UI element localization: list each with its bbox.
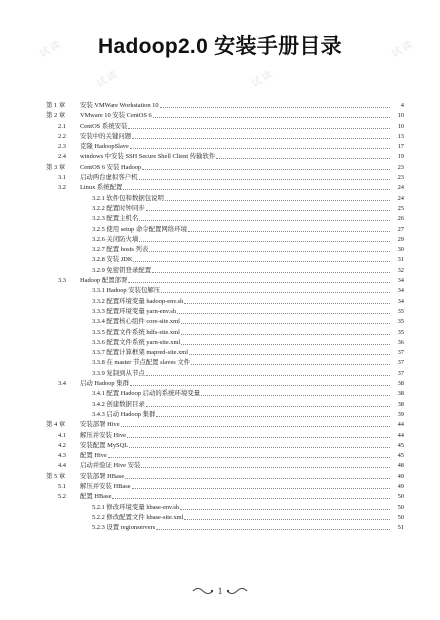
toc-dot-leader [152, 272, 400, 273]
toc-dot-leader [165, 200, 400, 201]
toc-entry-row[interactable] [0, 431, 440, 441]
toc-entry-title: 5.2.3 设置 regionservers [92, 524, 156, 532]
toc-entry-title: 启动两台虚拟客户机 [80, 174, 138, 182]
toc-dot-leader [142, 169, 400, 170]
toc-dot-leader [128, 128, 400, 129]
toc-entry-row[interactable] [0, 122, 440, 132]
toc-entry-number: 2.2 [58, 132, 66, 140]
toc-entry-page: 35 [390, 328, 404, 338]
toc-entry-page: 23 [390, 163, 404, 173]
toc-entry-row[interactable] [0, 225, 440, 235]
toc-entry-row[interactable] [0, 214, 440, 224]
toc-entry-title: VMware 10 安装 CentOS 6 [80, 112, 152, 120]
toc-entry-title: 3.2.2 配置时钟同步 [92, 204, 145, 212]
toc-entry-page: 4 [390, 101, 404, 111]
toc-entry-number: 4.3 [58, 452, 66, 460]
toc-dot-leader [128, 282, 400, 283]
toc-entry-title: 3.3.3 配置环境变量 yarn-env.sh [92, 307, 176, 315]
toc-entry-page: 45 [390, 441, 404, 451]
toc-entry-number: 3.3 [58, 277, 66, 285]
toc-entry-title: windows 中安装 SSH Secure Shell Client 传输软件 [80, 153, 216, 161]
watermark: 试读 [389, 38, 417, 60]
toc-entry-row[interactable] [0, 235, 440, 245]
toc-entry-number: 第 4 章 [46, 421, 66, 429]
toc-entry-title: 3.2.3 配置主机名 [92, 215, 139, 223]
toc-entry-page: 39 [390, 410, 404, 420]
toc-entry-page: 31 [390, 255, 404, 265]
toc-entry-row[interactable] [0, 194, 440, 204]
toc-dot-leader [139, 220, 400, 221]
toc-entry-number: 第 5 章 [46, 472, 66, 480]
footer-ornament-right-icon [226, 584, 248, 598]
toc-entry-page: 50 [390, 503, 404, 513]
toc-dot-leader [153, 117, 400, 118]
toc-entry-title: 3.4.3 启动 Hadoop 集群 [92, 410, 156, 418]
toc-entry-row[interactable] [0, 410, 440, 420]
toc-entry-page: 51 [390, 523, 404, 533]
toc-entry-page: 36 [390, 338, 404, 348]
toc-dot-leader [139, 179, 400, 180]
toc-entry-number: 4.1 [58, 431, 66, 439]
toc-dot-leader [141, 467, 400, 468]
toc-entry-number: 3.1 [58, 174, 66, 182]
toc-entry-page: 37 [390, 348, 404, 358]
toc-entry-row[interactable] [0, 369, 440, 379]
toc-dot-leader [216, 158, 400, 159]
toc-entry-row[interactable] [0, 513, 440, 523]
toc-entry-title: 5.2.2 修改配置文件 hbase-site.xml [92, 513, 184, 521]
toc-entry-page: 19 [390, 152, 404, 162]
toc-entry-title: 启动并验证 Hive 安装 [80, 462, 141, 470]
toc-entry-page: 17 [390, 142, 404, 152]
toc-entry-title: 3.2.5 使用 setup 命令配置网络环境 [92, 225, 187, 233]
toc-entry-title: 配置 Hive [80, 452, 107, 460]
toc-dot-leader [177, 313, 400, 314]
toc-dot-leader [191, 364, 400, 365]
toc-entry-page: 44 [390, 420, 404, 430]
toc-entry-row[interactable] [0, 183, 440, 193]
toc-entry-row[interactable] [0, 286, 440, 296]
toc-entry-page: 48 [390, 461, 404, 471]
toc-entry-title: 3.3.7 配置计算框架 mapred-site.xml [92, 349, 189, 357]
toc-chapter-row[interactable] [0, 420, 440, 430]
toc-entry-page: 37 [390, 369, 404, 379]
toc-entry-page: 37 [390, 358, 404, 368]
toc-dot-leader [139, 241, 400, 242]
toc-entry-page: 32 [390, 266, 404, 276]
toc-chapter-row[interactable] [0, 101, 440, 111]
toc-dot-leader [146, 375, 400, 376]
toc-entry-row[interactable] [0, 461, 440, 471]
toc-entry-page: 24 [390, 183, 404, 193]
toc-dot-leader [189, 354, 400, 355]
toc-dot-leader [181, 334, 400, 335]
toc-entry-page: 10 [390, 111, 404, 121]
toc-dot-leader [130, 148, 400, 149]
toc-entry-row[interactable] [0, 482, 440, 492]
toc-chapter-row[interactable] [0, 163, 440, 173]
toc-entry-row[interactable] [0, 266, 440, 276]
toc-entry-page: 34 [390, 286, 404, 296]
toc-entry-page: 49 [390, 472, 404, 482]
toc-entry-row[interactable] [0, 297, 440, 307]
toc-entry-title: 3.2.9 免密钥登录配置 [92, 266, 152, 274]
toc-entry-page: 45 [390, 451, 404, 461]
toc-entry-title: 3.2.8 安装 JDK [92, 256, 133, 264]
toc-entry-title: 3.3.4 配置核心组件 core-site.xml [92, 318, 180, 326]
toc-entry-row[interactable] [0, 503, 440, 513]
toc-dot-leader [133, 261, 400, 262]
toc-dot-leader [132, 488, 400, 489]
toc-entry-row[interactable] [0, 152, 440, 162]
toc-dot-leader [184, 519, 400, 520]
toc-entry-title: 3.4.2 创建数据目录 [92, 400, 145, 408]
toc-dot-leader [201, 395, 400, 396]
toc-entry-page: 38 [390, 379, 404, 389]
toc-entry-row[interactable] [0, 400, 440, 410]
toc-entry-title: 安装配置 MySQL [80, 441, 129, 449]
toc-entry-page: 29 [390, 235, 404, 245]
toc-entry-title: 3.2.6 关闭防火墙 [92, 235, 139, 243]
toc-chapter-row[interactable] [0, 111, 440, 121]
toc-dot-leader [129, 447, 400, 448]
toc-entry-page: 34 [390, 297, 404, 307]
toc-entry-row[interactable] [0, 328, 440, 338]
toc-entry-title: 安装 VMWare Workstation 10 [80, 102, 159, 109]
toc-entry-row[interactable] [0, 245, 440, 255]
toc-entry-page: 24 [390, 194, 404, 204]
toc-entry-row[interactable] [0, 132, 440, 142]
toc-dot-leader [125, 478, 400, 479]
toc-entry-page: 25 [390, 204, 404, 214]
toc-entry-title: 3.3.5 配置文件系统 hdfs-site.xml [92, 328, 180, 336]
toc-entry-row[interactable] [0, 492, 440, 502]
toc-entry-row[interactable] [0, 338, 440, 348]
toc-entry-page: 13 [390, 132, 404, 142]
toc-dot-leader [130, 385, 400, 386]
toc-entry-title: 启动 Hadoop 集群 [80, 380, 129, 388]
toc-entry-title: 3.3.6 配置文件系统 yarn-site.xml [92, 338, 181, 346]
toc-entry-number: 3.2 [58, 184, 66, 192]
toc-dot-leader [188, 231, 400, 232]
toc-entry-title: CentOS 系统安装 [80, 122, 128, 130]
toc-dot-leader [180, 509, 400, 510]
toc-entry-number: 第 1 章 [46, 102, 66, 109]
watermark: 试读 [94, 68, 122, 90]
toc-entry-row[interactable] [0, 379, 440, 389]
toc-entry-page: 10 [390, 122, 404, 132]
toc-entry-title: 3.3.1 Hadoop 安装包解压 [92, 287, 161, 295]
toc-chapter-row[interactable] [0, 472, 440, 482]
toc-dot-leader [127, 437, 400, 438]
toc-entry-number: 第 2 章 [46, 112, 66, 120]
toc-dot-leader [156, 416, 400, 417]
toc-dot-leader [121, 426, 400, 427]
toc-entry-title: 3.3.9 复制到从节点 [92, 369, 145, 377]
toc-dot-leader [184, 303, 400, 304]
toc-entry-number: 2.3 [58, 143, 66, 151]
toc-entry-row[interactable] [0, 317, 440, 327]
toc-entry-number: 2.1 [58, 122, 66, 130]
toc-entry-title: Hadoop 配置部署 [80, 277, 128, 285]
toc-entry-row[interactable] [0, 204, 440, 214]
toc-entry-row[interactable] [0, 255, 440, 265]
toc-dot-leader [146, 210, 400, 211]
toc-entry-page: 27 [390, 225, 404, 235]
toc-entry-title: CentOS 6 安装 Hadoop [80, 163, 142, 171]
toc-entry-page: 35 [390, 307, 404, 317]
toc-entry-row[interactable] [0, 441, 440, 451]
toc-entry-title: 5.2.1 修改环境变量 hbase-env.sh [92, 503, 180, 511]
toc-entry-page: 49 [390, 482, 404, 492]
toc-dot-leader [160, 107, 400, 108]
toc-entry-title: 3.2.7 配置 hosts 列表 [92, 246, 149, 254]
toc-dot-leader [161, 292, 400, 293]
toc-entry-page: 38 [390, 400, 404, 410]
toc-entry-number: 4.2 [58, 441, 66, 449]
toc-entry-page: 38 [390, 389, 404, 399]
toc-entry-page: 50 [390, 492, 404, 502]
toc-dot-leader [108, 457, 400, 458]
toc-entry-row[interactable] [0, 451, 440, 461]
toc-entry-row[interactable] [0, 348, 440, 358]
toc-entry-row[interactable] [0, 276, 440, 286]
toc-entry-title: 安装部署 Hive [80, 421, 120, 429]
toc-dot-leader [181, 344, 400, 345]
toc-entry-title: 配置 HBase [80, 493, 112, 501]
toc-entry-number: 4.4 [58, 462, 66, 470]
toc-entry-number: 5.1 [58, 482, 66, 490]
toc-entry-row[interactable] [0, 307, 440, 317]
toc-entry-row[interactable] [0, 523, 440, 533]
document-title: Hadoop2.0 安装手册目录 [98, 35, 342, 58]
toc-dot-leader [146, 406, 400, 407]
toc-entry-row[interactable] [0, 389, 440, 399]
table-of-contents [0, 101, 440, 533]
toc-entry-page: 50 [390, 513, 404, 523]
toc-dot-leader [181, 323, 400, 324]
watermark: 试读 [37, 38, 65, 60]
toc-entry-title: 解压并安装 HBase [80, 482, 131, 490]
toc-entry-title: 3.3.2 配置环境变量 hadoop-env.sh [92, 297, 184, 305]
toc-entry-page: 26 [390, 214, 404, 224]
toc-entry-title: 3.3.8 在 master 节点配置 slaves 文件 [92, 359, 191, 367]
toc-entry-row[interactable] [0, 173, 440, 183]
toc-entry-title: 3.4.1 配置 Hadoop 启动的系统环境变量 [92, 390, 201, 398]
watermark: 试读 [249, 68, 277, 90]
toc-dot-leader [149, 251, 400, 252]
toc-entry-row[interactable] [0, 358, 440, 368]
toc-dot-leader [156, 529, 400, 530]
toc-entry-title: 克隆 HadoopSlave [80, 143, 129, 151]
toc-dot-leader [112, 498, 400, 499]
toc-entry-title: 解压并安装 Hive [80, 431, 126, 439]
toc-entry-number: 2.4 [58, 153, 66, 161]
toc-entry-title: 3.2.1 软件包和数据包说明 [92, 194, 164, 202]
toc-entry-page: 23 [390, 173, 404, 183]
toc-entry-title: 安装部署 HBase [80, 472, 125, 480]
toc-entry-number: 3.4 [58, 380, 66, 388]
toc-entry-title: Linux 系统配置 [80, 184, 123, 192]
page-number: 1 [217, 586, 223, 596]
toc-dot-leader [132, 138, 400, 139]
toc-dot-leader [123, 189, 400, 190]
toc-entry-page: 35 [390, 317, 404, 327]
toc-entry-number: 第 3 章 [46, 163, 66, 171]
page-footer [0, 584, 440, 598]
toc-entry-page: 44 [390, 431, 404, 441]
toc-entry-row[interactable] [0, 142, 440, 152]
toc-entry-number: 5.2 [58, 493, 66, 501]
toc-entry-page: 34 [390, 276, 404, 286]
toc-entry-title: 安装中的关键问题 [80, 132, 132, 140]
toc-entry-page: 30 [390, 245, 404, 255]
